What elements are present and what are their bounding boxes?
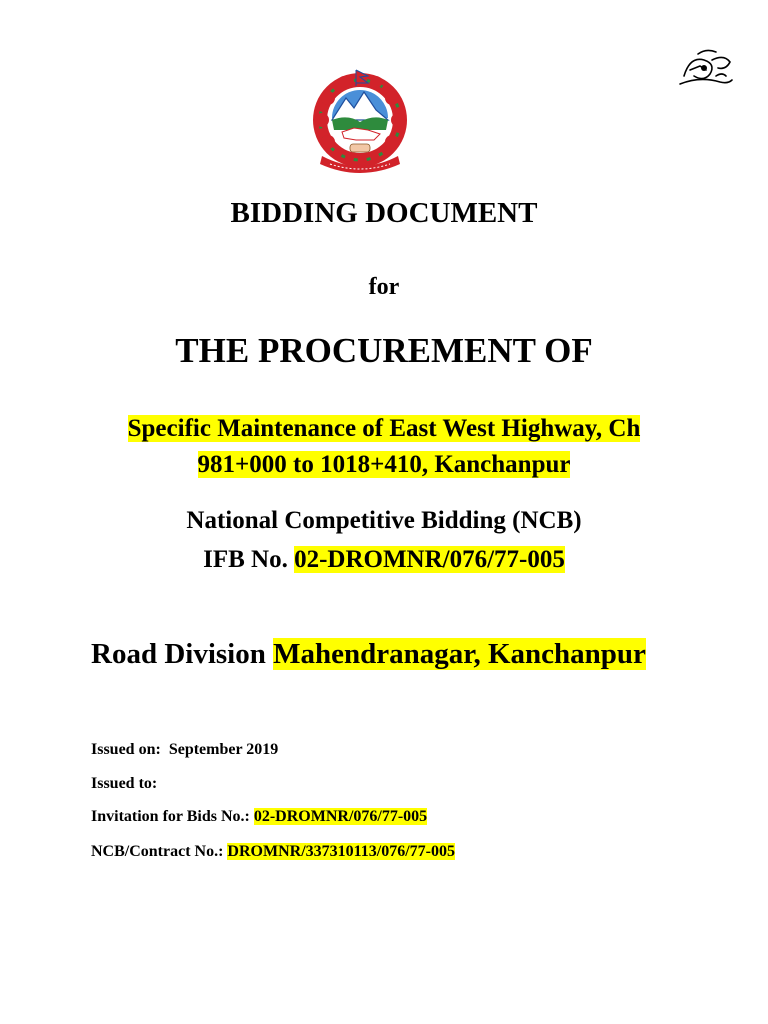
project-name-line1 bbox=[0, 415, 768, 443]
bidding-type: National Competitive Bidding (NCB) bbox=[186, 507, 582, 534]
road-division-name: Mahendranagar, Kanchanpur bbox=[273, 638, 646, 670]
handwritten-logo-icon bbox=[676, 46, 736, 92]
project-name-line2-text: 981+000 to 1018+410, Kanchanpur bbox=[197, 451, 571, 478]
contract-number: DROMNR/337310113/076/77-005 bbox=[227, 843, 455, 860]
issued-on-label: Issued on: bbox=[91, 741, 161, 758]
ifb-label: IFB No. bbox=[203, 546, 295, 573]
project-name-line2 bbox=[0, 451, 768, 479]
invitation-for-bids-line bbox=[91, 808, 427, 826]
contract-number-line bbox=[91, 843, 455, 861]
ifb-number: 02-DROMNR/076/77-005 bbox=[294, 546, 565, 573]
issued-to-label: Issued to: bbox=[91, 775, 158, 792]
road-division-line bbox=[91, 638, 646, 671]
issued-on-line bbox=[91, 741, 278, 759]
issued-to-line bbox=[91, 775, 157, 793]
invitation-label: Invitation for Bids No.: bbox=[91, 808, 250, 825]
project-name-line1-text: Specific Maintenance of East West Highway, Ch bbox=[127, 415, 641, 442]
invitation-number: 02-DROMNR/076/77-005 bbox=[253, 808, 428, 825]
ifb-number-line bbox=[0, 546, 768, 574]
for-text: for bbox=[368, 274, 400, 300]
document-title: BIDDING DOCUMENT bbox=[230, 197, 538, 229]
issued-on-value: September 2019 bbox=[168, 741, 279, 758]
nepal-government-emblem-icon bbox=[308, 68, 412, 180]
road-division-label: Road Division bbox=[91, 638, 274, 670]
contract-label: NCB/Contract No.: bbox=[91, 843, 224, 860]
procurement-heading: THE PROCUREMENT OF bbox=[175, 331, 593, 370]
